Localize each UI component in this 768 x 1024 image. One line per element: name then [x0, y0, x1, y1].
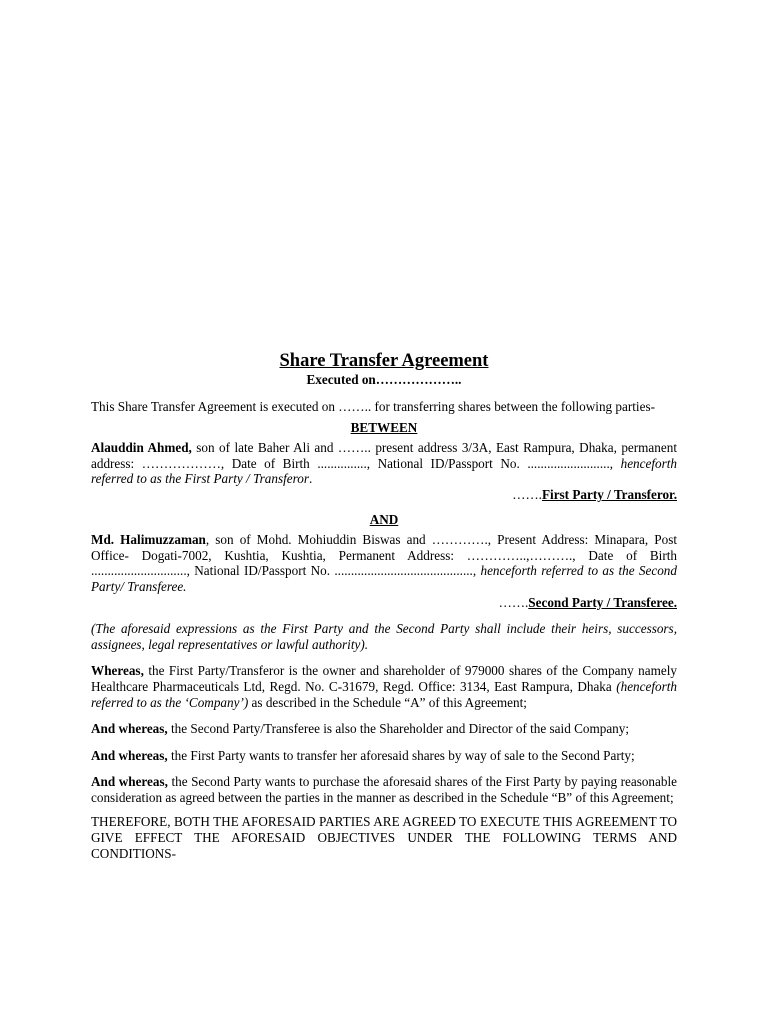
whereas-1-italic: (henceforth referred to as the ‘Company’) — [91, 678, 677, 710]
whereas-4-text: the Second Party wants to purchase the aforesaid shares of the First Party by paying reasonable consideration as agreed between the parties in the manner as described in the Schedule “B” of this Agreement; — [91, 774, 677, 805]
and-heading: AND — [369, 511, 399, 527]
whereas-4-lead: And whereas, — [91, 774, 168, 790]
whereas-paragraph-4 — [91, 774, 677, 805]
aforesaid-note — [91, 621, 677, 652]
second-party-details: , son of Mohd. Mohiuddin Biswas and …………., Present Address: Minapara, Post Office- Dogati-7002, Kushtia, Kushtia, Permanent Address: …………..,………., Date of Birth ............................., National ID/Passport No. .........................................., — [91, 532, 677, 579]
second-party-referred: henceforth referred to as the Second Party/ Transferee. — [91, 563, 677, 594]
document-title: Share Transfer Agreement — [279, 351, 489, 371]
second-party-signature-line — [91, 595, 677, 611]
second-party-sign-dots: ……. — [498, 594, 529, 610]
whereas-2-text: the Second Party/Transferee is also the Shareholder and Director of the said Company; — [167, 721, 630, 737]
second-party-name: Md. Halimuzzaman — [91, 532, 206, 548]
first-party-referred: henceforth referred to as the First Party / Transferor — [91, 455, 677, 487]
whereas-paragraph-1 — [91, 663, 677, 710]
whereas-2-lead: And whereas, — [91, 721, 168, 737]
therefore-paragraph: THEREFORE, BOTH THE AFORESAID PARTIES ARE AGREED TO EXECUTE THIS AGREEMENT TO GIVE EFFECT THE AFORESAID OBJECTIVES UNDER THE FOLLOWING TERMS AND CONDITIONS- — [91, 814, 677, 861]
executed-on-line: Executed on……………….. — [306, 372, 462, 387]
whereas-1-text-b: as described in the Schedule “A” of this Agreement; — [248, 694, 527, 710]
first-party-sign-label: First Party / Transferor. — [541, 486, 677, 502]
whereas-1-lead: Whereas, — [91, 663, 144, 679]
whereas-paragraph-3 — [91, 748, 677, 764]
first-party-signature-line — [91, 487, 677, 503]
whereas-3-text: the First Party wants to transfer her aforesaid shares by way of sale to the Second Party; — [167, 747, 635, 763]
whereas-paragraph-2 — [91, 721, 677, 737]
first-party-name: Alauddin Ahmed, — [91, 440, 192, 456]
first-party-period: . — [308, 471, 313, 487]
first-party-paragraph — [91, 440, 677, 487]
second-party-paragraph — [91, 532, 677, 594]
first-party-sign-dots: ……. — [512, 486, 542, 502]
first-party-details: son of late Baher Ali and …….. present address 3/3A, East Rampura, Dhaka, permanent address: ………………, Date of Birth ..............., National ID/Passport No. ........................., — [91, 440, 677, 471]
second-party-sign-label: Second Party / Transferee. — [528, 594, 677, 610]
intro-paragraph: This Share Transfer Agreement is executed on …….. for transferring shares between the following parties- — [91, 399, 655, 414]
document-body — [91, 350, 677, 861]
whereas-3-lead: And whereas, — [91, 747, 168, 763]
whereas-1-text-a: the First Party/Transferor is the owner and shareholder of 979000 shares of the Company namely Healthcare Pharmaceuticals Ltd, Regd. No. C-31679, Regd. Office: 3134, East Rampura, Dhaka — [91, 663, 677, 694]
between-heading: BETWEEN — [350, 419, 418, 435]
aforesaid-note-text: (The aforesaid expressions as the First Party and the Second Party shall include their heirs, successors, assignees, legal representatives or lawful authority). — [91, 621, 677, 652]
